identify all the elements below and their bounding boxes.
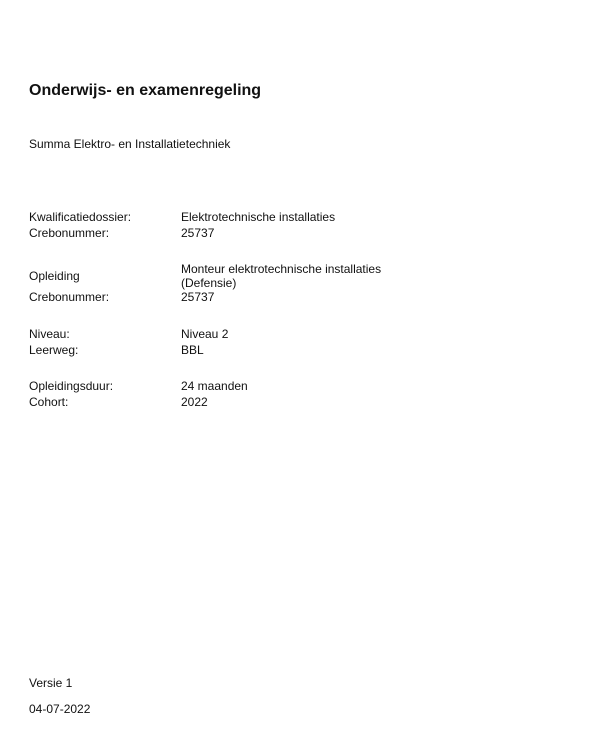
opleidingsduur-value: 24 maanden — [181, 379, 248, 393]
opleiding-label: Opleiding — [29, 269, 80, 283]
crebonummer-opleiding-value: 25737 — [181, 290, 215, 304]
niveau-label: Niveau: — [29, 327, 70, 341]
crebonummer-dossier-value: 25737 — [181, 226, 215, 240]
cohort-value: 2022 — [181, 395, 208, 409]
institution-name: Summa Elektro- en Installatietechniek — [29, 137, 231, 151]
crebonummer-dossier-label: Crebonummer: — [29, 226, 110, 240]
niveau-value: Niveau 2 — [181, 327, 229, 341]
page-title: Onderwijs- en examenregeling — [29, 82, 262, 99]
kwalificatiedossier-label: Kwalificatiedossier: — [29, 210, 132, 224]
opleiding-value: Monteur elektrotechnische installaties (Defensie) — [181, 262, 382, 290]
leerweg-label: Leerweg: — [29, 343, 79, 357]
version-label: Versie 1 — [29, 676, 73, 690]
opleidingsduur-label: Opleidingsduur: — [29, 379, 114, 393]
kwalificatiedossier-value: Elektrotechnische installaties — [181, 210, 336, 224]
leerweg-value: BBL — [181, 343, 204, 357]
cohort-label: Cohort: — [29, 395, 69, 409]
crebonummer-opleiding-label: Crebonummer: — [29, 290, 110, 304]
document-date: 04-07-2022 — [29, 702, 91, 716]
